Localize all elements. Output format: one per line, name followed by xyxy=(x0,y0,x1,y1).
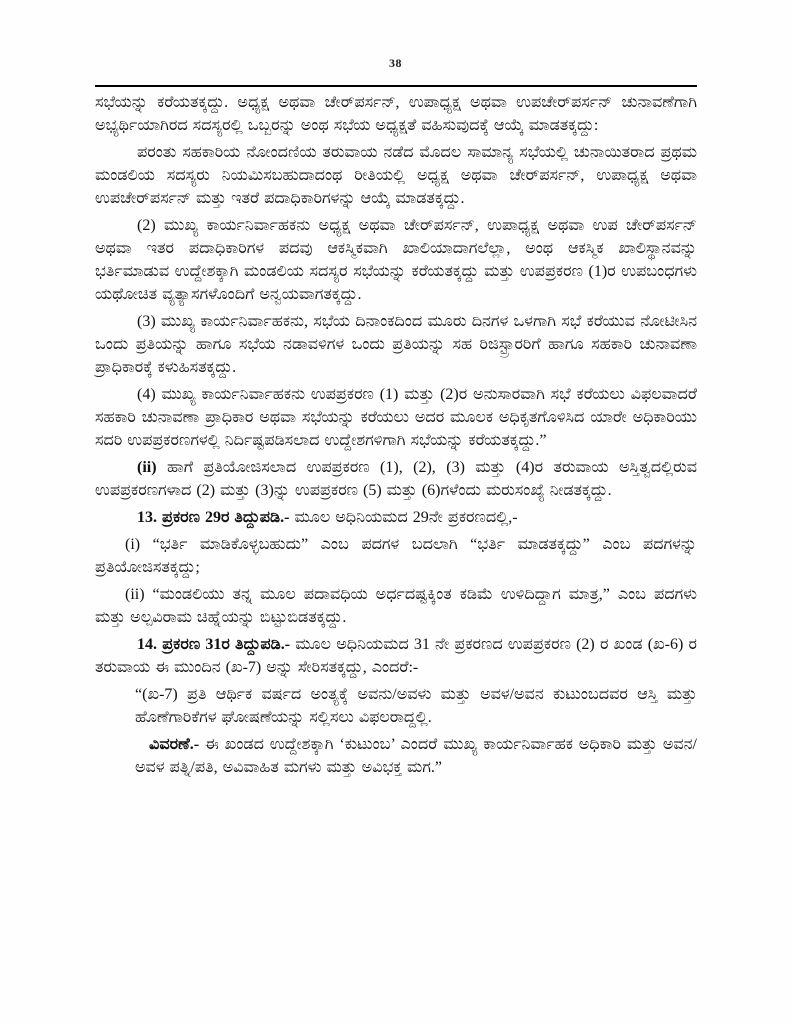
explanation xyxy=(135,733,697,779)
section-heading-label: 14. ಪ್ರಕರಣ 31ರ ತಿದ್ದುಪಡಿ.- xyxy=(137,636,291,653)
section-13-item-i xyxy=(95,533,697,579)
clause-2 xyxy=(95,214,697,306)
paragraph-text: ಸಭೆಯನ್ನು ಕರೆಯತಕ್ಕದ್ದು. ಅಧ್ಯಕ್ಷ ಅಥವಾ ಚೇರ್‌ಪರ್ಸನ್, ಉಪಾಧ್ಯಕ್ಷ ಅಥವಾ ಉಪಚೇರ್‌ಪರ್ಸನ್ ಚುನಾವಣೆಗಾಗಿ ಅಭ್ಯರ್ಥಿಯಾಗಿರದ ಸದಸ್ಯರಲ್ಲಿ ಒಬ್ಬರನ್ನು ಅಂಥ ಸಭೆಯ ಅಧ್ಯಕ್ಷತೆ ವಹಿಸುವುದಕ್ಕೆ ಆಯ್ಕೆ ಮಾಡತಕ್ಕದ್ದು: xyxy=(95,94,697,134)
clause-kha-7 xyxy=(135,683,697,729)
paragraph-proviso xyxy=(95,141,697,210)
header-rule xyxy=(95,85,697,87)
clause-4 xyxy=(95,383,697,452)
section-14-heading xyxy=(95,633,697,679)
paragraph-text: (ii) “ಮಂಡಲಿಯು ತನ್ನ ಮೂಲ ಪದಾವಧಿಯ ಅರ್ಧದಷ್ಟಕ್ಕಿಂತ ಕಡಿಮೆ ಉಳಿದಿದ್ದಾಗ ಮಾತ್ರ,” ಎಂಬ ಪದಗಳು ಮತ್ತು ಅಲ್ಪವಿರಾಮ ಚಿಹ್ನೆಯನ್ನು ಬಿಟ್ಟುಬಿಡತಕ್ಕದ್ದು. xyxy=(95,586,697,626)
explanation-label: ವಿವರಣೆ.- xyxy=(149,736,200,753)
clause-3 xyxy=(95,310,697,379)
paragraph-text: ಈ ಖಂಡದ ಉದ್ದೇಶಕ್ಕಾಗಿ ‘ಕುಟುಂಬ’ ಎಂದರೆ ಮುಖ್ಯ ಕಾರ್ಯನಿರ್ವಾಹಕ ಅಧಿಕಾರಿ ಮತ್ತು ಅವನ/ಅವಳ ಪತ್ನಿ/ಪತಿ, ಅವಿವಾಹಿತ ಮಗಳು ಮತ್ತು ಅವಿಭಕ್ತ ಮಗ.” xyxy=(135,736,697,776)
section-13-item-ii xyxy=(95,583,697,629)
paragraph-text: ಮೂಲ ಅಧಿನಿಯಮದ 31 ನೇ ಪ್ರಕರಣದ ಉಪಪ್ರಕರಣ (2) ರ ಖಂಡ (ಖ-6) ರ ತರುವಾಯ ಈ ಮುಂದಿನ (ಖ-7) ಅನ್ನು ಸೇರಿಸತಕ್ಕದ್ದು, ಎಂದರೆ:- xyxy=(95,636,697,676)
item-label: (ii) xyxy=(137,459,157,476)
paragraph-text: (4) ಮುಖ್ಯ ಕಾರ್ಯನಿರ್ವಾಹಕನು ಉಪಪ್ರಕರಣ (1) ಮತ್ತು (2)ರ ಅನುಸಾರವಾಗಿ ಸಭೆ ಕರೆಯಲು ವಿಫಲವಾದರೆ ಸಹಕಾರಿ ಚುನಾವಣಾ ಪ್ರಾಧಿಕಾರ ಅಥವಾ ಸಭೆಯನ್ನು ಕರೆಯಲು ಅದರ ಮೂಲಕ ಅಧಿಕೃತಗೊಳಿಸಿದ ಯಾರೇ ಅಧಿಕಾರಿಯು ಸದರಿ ಉಪಪ್ರಕರಣಗಳಲ್ಲಿ ನಿರ್ದಿಷ್ಟಪಡಿಸಲಾದ ಉದ್ದೇಶಗಳಿಗಾಗಿ ಸಭೆಯನ್ನು ಕರೆಯತಕ್ಕದ್ದು.” xyxy=(95,386,697,449)
page-number: 38 xyxy=(389,56,402,70)
item-ii-renumber xyxy=(95,456,697,502)
paragraph-text: (2) ಮುಖ್ಯ ಕಾರ್ಯನಿರ್ವಾಹಕನು ಅಧ್ಯಕ್ಷ ಅಥವಾ ಚೇರ್‌ಪರ್ಸನ್, ಉಪಾಧ್ಯಕ್ಷ ಅಥವಾ ಉಪ ಚೇರ್‌ಪರ್ಸನ್ ಅಥವಾ ಇತರ ಪದಾಧಿಕಾರಿಗಳ ಪದವು ಆಕಸ್ಮಿಕವಾಗಿ ಖಾಲಿಯಾದಾಗಲೆಲ್ಲಾ, ಅಂಥ ಆಕಸ್ಮಿಕ ಖಾಲಿಸ್ಥಾನವನ್ನು ಭರ್ತಿಮಾಡುವ ಉದ್ದೇಶಕ್ಕಾಗಿ ಮಂಡಲಿಯ ಸದಸ್ಯರ ಸಭೆಯನ್ನು ಕರೆಯತಕ್ಕದ್ದು ಮತ್ತು ಉಪಪ್ರಕರಣ (1)ರ ಉಪಬಂಧಗಳು ಯಥೋಚಿತ ವ್ಯತ್ಯಾಸಗಳೊಂದಿಗೆ ಅನ್ವಯವಾಗತಕ್ಕದ್ದು. xyxy=(95,217,697,303)
paragraph-text: ಮೂಲ ಅಧಿನಿಯಮದ 29ನೇ ಪ್ರಕರಣದಲ್ಲಿ,- xyxy=(289,509,518,526)
section-heading-label: 13. ಪ್ರಕರಣ 29ರ ತಿದ್ದುಪಡಿ.- xyxy=(137,509,290,526)
paragraph-text: (3) ಮುಖ್ಯ ಕಾರ್ಯನಿರ್ವಾಹಕನು, ಸಭೆಯ ದಿನಾಂಕದಿಂದ ಮೂರು ದಿನಗಳ ಒಳಗಾಗಿ ಸಭೆ ಕರೆಯುವ ನೋಟೀಸಿನ ಒಂದು ಪ್ರತಿಯನ್ನು ಹಾಗೂ ಸಭೆಯ ನಡಾವಳಿಗಳ ಒಂದು ಪ್ರತಿಯನ್ನು ಸಹ ರಿಜಿಸ್ಟ್ರಾರರಿಗೆ ಹಾಗೂ ಸಹಕಾರಿ ಚುನಾವಣಾ ಪ್ರಾಧಿಕಾರಕ್ಕೆ ಕಳುಹಿಸತಕ್ಕದ್ದು. xyxy=(95,313,697,376)
paragraph-text: (i) “ಭರ್ತಿ ಮಾಡಿಕೊಳ್ಳಬಹುದು” ಎಂಬ ಪದಗಳ ಬದಲಾಗಿ “ಭರ್ತಿ ಮಾಡತಕ್ಕದ್ದು” ಎಂಬ ಪದಗಳನ್ನು ಪ್ರತಿಯೋಜಿಸತಕ್ಕದ್ದು; xyxy=(95,536,697,576)
paragraph-text: ಹಾಗೆ ಪ್ರತಿಯೋಜಿಸಲಾದ ಉಪಪ್ರಕರಣ (1), (2), (3) ಮತ್ತು (4)ರ ತರುವಾಯ ಅಸ್ತಿತ್ವದಲ್ಲಿರುವ ಉಪಪ್ರಕರಣಗಳಾದ (2) ಮತ್ತು (3)ನ್ನು ಉಪಪ್ರಕರಣ (5) ಮತ್ತು (6)ಗಳೆಂದು ಮರುಸಂಖ್ಯೆ ನೀಡತಕ್ಕದ್ದು. xyxy=(95,459,697,499)
section-13-heading xyxy=(95,506,697,529)
paragraph-continuation xyxy=(95,91,697,137)
paragraph-text: “(ಖ-7) ಪ್ರತಿ ಆರ್ಥಿಕ ವರ್ಷದ ಅಂತ್ಯಕ್ಕೆ ಅವನು/ಅವಳು ಮತ್ತು ಅವಳ/ಅವನ ಕುಟುಂಬದವರ ಆಸ್ತಿ ಮತ್ತು ಹೊಣೆಗಾರಿಕೆಗಳ ಘೋಷಣೆಯನ್ನು ಸಲ್ಲಿಸಲು ವಿಫಲರಾದ್ದಲ್ಲಿ. xyxy=(135,686,697,726)
paragraph-text: ಪರಂತು ಸಹಕಾರಿಯ ನೋಂದಣಿಯ ತರುವಾಯ ನಡೆದ ಮೊದಲ ಸಾಮಾನ್ಯ ಸಭೆಯಲ್ಲಿ ಚುನಾಯಿತರಾದ ಪ್ರಥಮ ಮಂಡಲಿಯ ಸದಸ್ಯರು ನಿಯಮಿಸಬಹುದಾದಂಥ ರೀತಿಯಲ್ಲಿ ಅಧ್ಯಕ್ಷ ಅಥವಾ ಚೇರ್‌ಪರ್ಸನ್, ಉಪಾಧ್ಯಕ್ಷ ಅಥವಾ ಉಪಚೇರ್‌ಪರ್ಸನ್ ಮತ್ತು ಇತರೆ ಪದಾಧಿಕಾರಿಗಳನ್ನು ಆಯ್ಕೆ ಮಾಡತಕ್ಕದ್ದು. xyxy=(95,144,697,207)
page-content xyxy=(95,85,697,783)
